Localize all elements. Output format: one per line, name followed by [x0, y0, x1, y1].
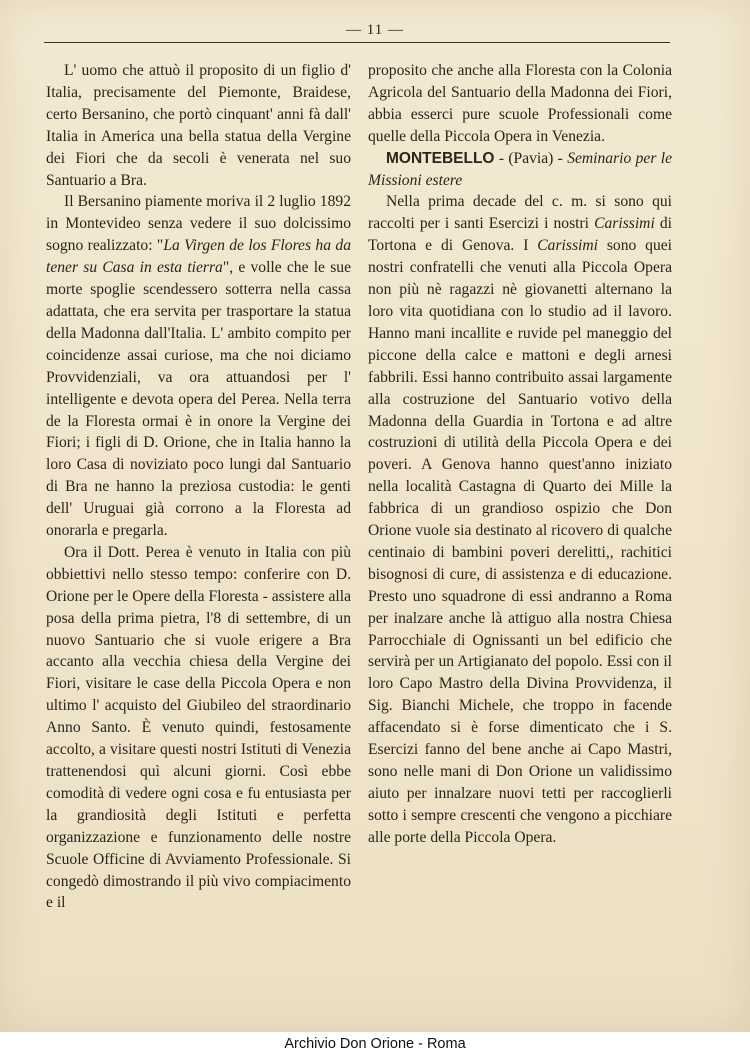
heading-subtitle: Seminario per le Missioni estere: [368, 149, 672, 189]
archive-footer: [0, 1032, 750, 1061]
spanish-quote: La Virgen de los Flores ha da tener su Casa in esta tierra: [46, 237, 351, 277]
section-heading-montebello: [368, 148, 672, 192]
header-rule: [44, 42, 670, 43]
right-paragraph-2-mid: di Tortona e di Genova. I: [368, 215, 672, 255]
left-paragraph-2-start: Il Bersanino piamente moriva il 2 luglio 1892 in Montevideo senza vedere il suo dolcissimo sogno realizzato: ": [46, 193, 351, 255]
right-column: [368, 60, 672, 849]
heading-place: MONTEBELLO: [386, 149, 495, 167]
right-paragraph-2-end: sono quei nostri confratelli che venuti alla Piccola Opera non più nè ragazzi nè giovanetti alternano la loro vita quotidiana con lo studio ad il lavoro. Hanno mani incallite e ruvide pel maneggio del piccone della calce e mattoni e degli arnesi fabbrili. Essi hanno contribuito assai largamente alla costruzione del Santuario votivo della Madonna della Guardia in Tortona e ad altre costruzioni di utilità della Piccola Opera e dei poveri. A Genova hanno quest'anno iniziato nella località Castagna di Quarto dei Mille la fabbrica di un grandioso ospizio che Don Orione vuole sia destinato al ricovero di qualche centinaio di bambini poveri derelitti,, rachitici bisognosi di cure, di assistenza e di educazione. Presto uno squadrone di essi andranno a Roma per inalzare anche là attiguo alla nostra Chiesa Parrocchiale di Ognissanti un bel edificio che servirà per un Artigianato del popolo. Essi con il loro Capo Mastro della Divina Provvidenza, il Sig. Bianchi Michele, che troppo in facende affacendato si è forse dimenticato che i S. Esercizi fanno del bene anche ai Capo Mastri, sono nelle mani di Don Orione un validissimo aiuto per innalzare nuovi tetti per raccoglierli sotto i sempre crescenti che vengono a picchiare alle porte della Piccola Opera.: [368, 237, 673, 846]
heading-province: - (Pavia) -: [494, 149, 568, 167]
left-paragraph-3: Ora il Dott. Perea è venuto in Italia con più obbiettivi nello stesso tempo: conferire con D. Orione per le Opere della Floresta - assistere alla posa della prima pietra, l'8 di settembre, di un nuovo Santuario che si vuole erigere a Bra accanto alla vecchia chiesa della Vergine dei Fiori, visitare le case della Piccola Opera e non ultimo l' acquisto del Giubileo del straordinario Anno Santo. È venuto quindi, festosamente accolto, a visitare questi nostri Istituti di Venezia trattenendosi quì alcuni giorni. Così ebbe comodità di vedere ogni cosa e fu entusiasta per la grandiosità degli Istituti e perfetta organizzazione e funzionamento delle nostre Scuole Officine di Avviamento Professionale. Si congedò dimostrando il più vivo compiacimento e il: [46, 543, 351, 912]
left-paragraph-2: [46, 191, 351, 542]
right-paragraph-2-start: Nella prima decade del c. m. si sono qui raccolti per i santi Esercizi i nostri: [368, 193, 672, 233]
left-paragraph-1: L' uomo che attuò il proposito di un figlio d' Italia, precisamente del Piemonte, Braidese, certo Bersanino, che portò cinquant' anni fà dall' Italia in America una bella statua della Vergine dei Fiori che da secoli è venerata nel suo Santuario a Bra.: [46, 62, 351, 189]
carissimi-italic-2: Carissimi: [537, 237, 598, 255]
left-column: [46, 60, 351, 914]
left-paragraph-2-end: ", e volle che le sue morte spoglie scendessero sotterra nella cassa adattata, che era servita per trasportare la statua della Madonna dall'Italia. L' ambito compito per coincidenze assai curiose, ma che noi diciamo Provvidenziali, va ora attuandosi per l' intelligente e devota opera del Perea. Nella terra de la Floresta ormai è in onore la Vergine dei Fiori; i figli di D. Orione, che in Italia hanno la loro Casa di noviziato poco lungi dal Santuario di Bra ne hanno la preziosa custodia: le genti dell' Uruguai già corrono a la Floresta ad onorarla e pregarla.: [46, 259, 351, 540]
right-paragraph-1: proposito che anche alla Floresta con la Colonia Agricola del Santuario della Madonna dei Fiori, abbia esserci pure scuole Professionali come quelle della Piccola Opera in Venezia.: [368, 62, 672, 145]
archive-credit: Archivio Don Orione - Roma: [284, 1036, 466, 1052]
page-number: — 11 —: [346, 22, 404, 38]
carissimi-italic-1: Carissimi: [594, 215, 655, 233]
right-paragraph-2: [368, 191, 672, 848]
